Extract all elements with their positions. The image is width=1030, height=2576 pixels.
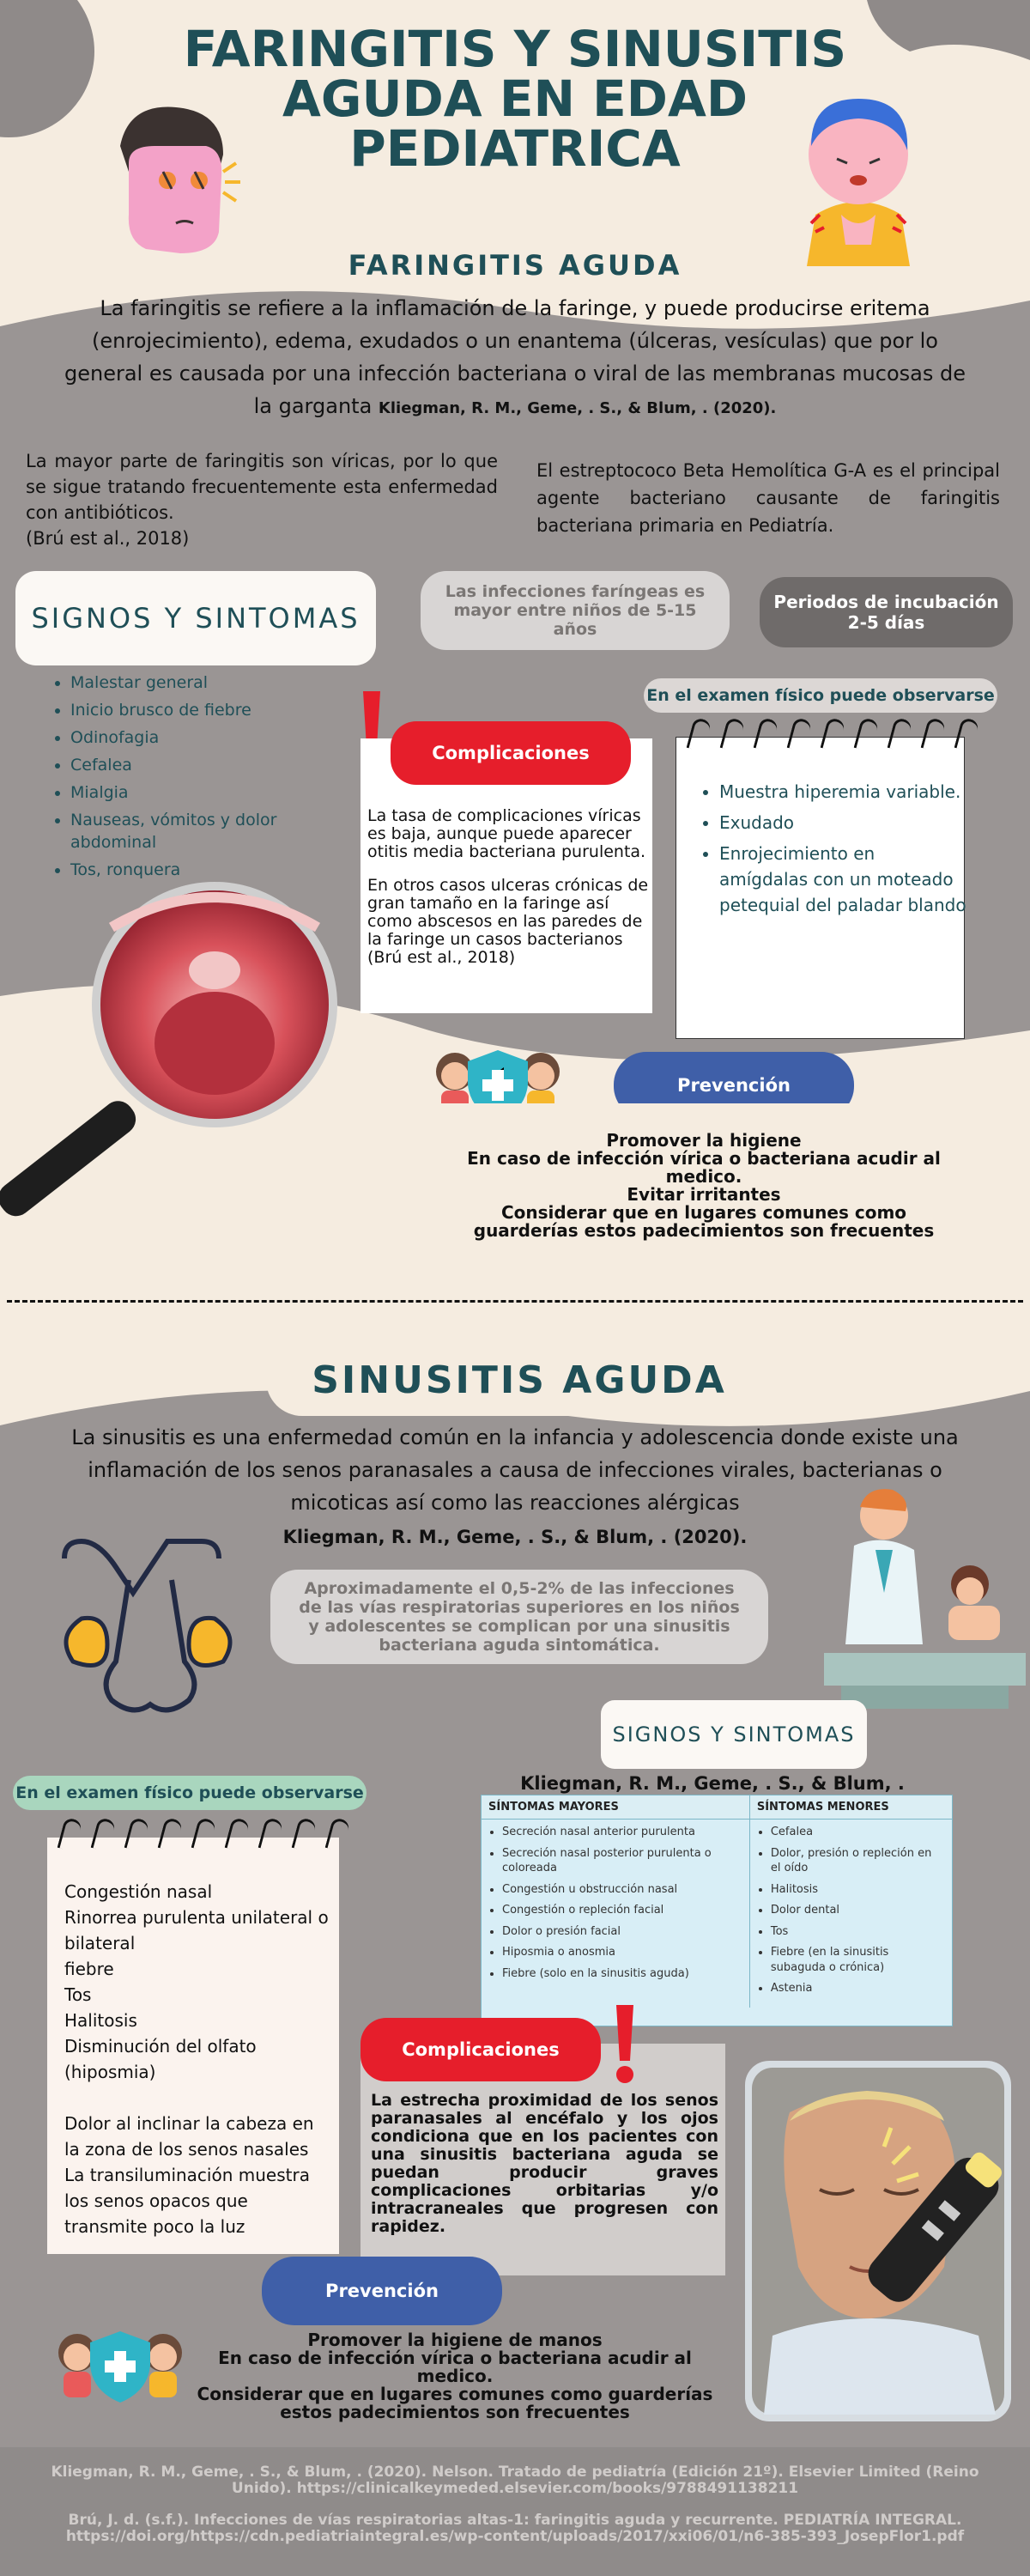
sinusitis-signos-heading xyxy=(601,1700,867,1769)
list-item: • Mialgia xyxy=(70,781,362,804)
table-list-item: • Hiposmia o anosmia xyxy=(502,1945,742,1960)
list-item: • Malestar general xyxy=(70,671,362,694)
title-line-2: AGUDA EN EDAD xyxy=(282,70,748,128)
minor-symptoms-header: SÍNTOMAS MENORES xyxy=(749,1795,952,1820)
sinus-pain-boy-illustration xyxy=(94,94,240,258)
age-range-pill xyxy=(421,571,730,650)
sinusitis-intro-text: La sinusitis es una enfermedad común en la infancia y adolescencia donde existe una inflamación de los senos paranasales a causa de infecciones virales, bacterianas o micoticas así como las reacciones alérgicas xyxy=(71,1425,959,1515)
faringitis-intro-text: La faringitis se refiere a la inflamación de la faringe, y puede producirse eritema (enrojecimiento), edema, exudados o un enantema (úlceras, vesículas) que por lo general es causada por una infección bacteriana o viral de las membranas mucosas de la garganta xyxy=(64,296,966,418)
faringitis-complicaciones-label: Complicaciones xyxy=(432,743,590,763)
prevencion-line: En caso de infección vírica o bacteriana acudir al medico. xyxy=(218,2348,692,2386)
examen-line: fiebre xyxy=(64,1959,114,1979)
faringitis-complicaciones-text xyxy=(367,807,649,967)
faringitis-examen-label-text: En el examen físico puede observarse xyxy=(646,686,995,705)
faringitis-complicaciones-badge xyxy=(391,721,631,785)
major-symptoms-header: SÍNTOMAS MAYORES xyxy=(482,1795,749,1820)
sinusitis-stat-text: Aproximadamente el 0,5-2% de las infecciones de las vías respiratorias superiores en los niños y adolescentes se complican por una sinusitis bacteriana aguda sintomática. xyxy=(299,1579,740,1655)
prevencion-line: En caso de infección vírica o bacteriana acudir al medico. xyxy=(467,1148,941,1187)
faringitis-bacterial-note: El estreptococo Beta Hemolítica G-A es el principal agente bacteriano causante de faringitis bacteriana primaria en Pediatría. xyxy=(536,460,1000,536)
sinusitis-signos-heading-text: SIGNOS Y SINTOMAS xyxy=(612,1722,856,1747)
sinusitis-examen-label-text: En el examen físico puede observarse xyxy=(15,1783,364,1802)
examen-line: Halitosis xyxy=(64,2010,137,2031)
table-list-item: • Tos xyxy=(771,1924,945,1940)
reference-item: Kliegman, R. M., Geme, . S., & Blum, . (2020). Nelson. Tratado de pediatría (Edición 21º). Elsevier Limited (Reino Unido). https://clinicalkeymeded.elsevier.com/books/9788491138211 xyxy=(51,2464,979,2497)
warning-exclamation-icon xyxy=(609,2001,640,2087)
references-text xyxy=(34,2464,996,2545)
list-item: • Nauseas, vómitos y dolor abdominal xyxy=(70,809,362,854)
list-item: • Enrojecimiento en amígdalas con un moteado petequial del paladar blando xyxy=(719,841,968,918)
notepad-spiral xyxy=(690,719,976,750)
examen-line: Tos xyxy=(64,1984,92,2005)
age-range-text: Las infecciones faríngeas es mayor entre niños de 5-15 años xyxy=(445,582,706,639)
prevencion-line: Promover la higiene xyxy=(606,1130,802,1151)
sinusitis-prevencion-badge xyxy=(262,2257,502,2325)
title-line-3: PEDIATRICA xyxy=(349,119,681,178)
table-list-item: • Dolor, presión o repleción en el oído xyxy=(771,1846,945,1876)
sinusitis-examen-label xyxy=(13,1776,367,1810)
list-item: • Cefalea xyxy=(70,754,362,776)
faringitis-signos-heading-text: SIGNOS Y SINTOMAS xyxy=(31,602,360,635)
sinusitis-complicaciones-text: La estrecha proximidad de los senos paranasales al encéfalo y los ojos condiciona que en los pacientes con una sinusitis bacteriana aguda se puedan producir graves complicaciones orbitarias y/o intracraneales que progresen con rapidez. xyxy=(371,2091,718,2236)
faringitis-intro-citation: Kliegman, R. M., Geme, . S., & Blum, . (2020). xyxy=(378,399,777,417)
examen-line: Dolor al inclinar la cabeza en la zona de los senos nasales xyxy=(64,2113,314,2160)
sinusitis-prevencion-text xyxy=(189,2331,721,2421)
faringitis-examen-notepad xyxy=(676,737,965,1039)
table-list-item: • Secreción nasal posterior purulenta o coloreada xyxy=(502,1846,742,1876)
faringitis-viral-text: La mayor parte de faringitis son víricas, por lo que se sigue tratando frecuentemente esta enfermedad con antibióticos. xyxy=(26,451,498,523)
major-symptoms-cell xyxy=(482,1820,749,2008)
throat-magnifier-illustration xyxy=(0,876,352,1236)
examen-line: Rinorrea purulenta unilateral o bilateral xyxy=(64,1907,329,1953)
faringitis-prevencion-label: Prevención xyxy=(677,1075,791,1096)
examen-line: Disminución del olfato (hiposmia) xyxy=(64,2036,257,2082)
prevencion-line: Evitar irritantes xyxy=(627,1184,781,1205)
sinusitis-stat-pill xyxy=(270,1570,768,1664)
title-line-1: FARINGITIS Y SINUSITIS xyxy=(183,20,847,78)
faringitis-examen-list xyxy=(700,779,968,923)
kids-shield-illustration xyxy=(52,2327,189,2404)
faringitis-symptom-list xyxy=(52,671,362,886)
section-divider xyxy=(7,1300,1023,1303)
nose-sinus-illustration xyxy=(47,1533,253,1730)
table-list-item: • Fiebre (solo en la sinusitis aguda) xyxy=(502,1966,742,1982)
sinusitis-examen-notepad xyxy=(47,1838,339,2254)
table-list-item: • Fiebre (en la sinusitis subaguda o crónica) xyxy=(771,1945,945,1975)
reference-item: Brú, J. d. (s.f.). Infecciones de vías respiratorias altas-1: faringitis aguda y recurrente. PEDIATRÍA INTEGRAL. https://doi.org/https://cdn.pediatriaintegral.es/wp-content/uploads/2017/xxi06/01/n6-385-393_JosepFlor1.pdf xyxy=(65,2512,965,2545)
incubation-pill xyxy=(760,577,1013,647)
sinusitis-signos-citation: Kliegman, R. M., Geme, . S., & Blum, . xyxy=(520,1773,905,1794)
list-item: • Inicio brusco de fiebre xyxy=(70,699,362,721)
prevencion-line: Promover la higiene de manos xyxy=(307,2330,603,2350)
sinusitis-complicaciones-badge xyxy=(360,2018,601,2081)
table-list-item: • Congestión o repleción facial xyxy=(502,1903,742,1918)
examen-line: Congestión nasal xyxy=(64,1881,213,1902)
minor-symptoms-cell xyxy=(749,1820,952,2008)
sinusitis-prevencion-label: Prevención xyxy=(325,2281,439,2301)
patient-transillumination-illustration xyxy=(738,2061,1026,2421)
faringitis-prevencion-text xyxy=(446,1132,961,1240)
incubation-text: Periodos de incubación 2-5 días xyxy=(773,592,999,633)
table-list-item: • Astenia xyxy=(771,1981,945,1996)
prevencion-line: Considerar que en lugares comunes como guarderías estos padecimientos son frecuentes xyxy=(197,2384,713,2422)
sinusitis-heading-text: SINUSITIS AGUDA xyxy=(312,1358,727,1402)
sinusitis-heading xyxy=(266,1344,772,1416)
table-list-item: • Halitosis xyxy=(771,1882,945,1898)
list-item: • Tos, ronquera xyxy=(70,859,362,881)
sore-throat-girl-illustration xyxy=(794,86,923,266)
sinusitis-symptoms-table xyxy=(481,1795,953,2026)
table-list-item: • Cefalea xyxy=(771,1825,945,1840)
list-item: • Odinofagia xyxy=(70,726,362,749)
table-list-item: • Dolor o presión facial xyxy=(502,1924,742,1940)
faringitis-viral-note xyxy=(26,448,498,551)
table-list-item: • Secreción nasal anterior purulenta xyxy=(502,1825,742,1840)
faringitis-examen-label xyxy=(644,678,997,713)
list-item: • Exudado xyxy=(719,810,968,835)
prevencion-line: Considerar que en lugares comunes como guarderías estos padecimientos son frecuentes xyxy=(473,1202,935,1241)
list-item: • Muestra hiperemia variable. xyxy=(719,779,968,805)
complicaciones-paragraph-2: En otros casos ulceras crónicas de gran tamaño en la faringe así como abscesos en las paredes de la faringe un casos bacterianos (Brú est al., 2018) xyxy=(367,876,649,967)
examen-line: La transiluminación muestra los senos opacos que transmite poco la luz xyxy=(64,2165,310,2237)
faringitis-heading: FARINGITIS AGUDA xyxy=(348,249,682,282)
sinusitis-examen-lines xyxy=(64,1879,332,2239)
faringitis-intro xyxy=(60,292,970,425)
faringitis-signos-heading xyxy=(15,571,376,665)
faringitis-viral-citation: (Brú est al., 2018) xyxy=(26,528,190,549)
examen-line xyxy=(64,2085,332,2111)
notepad-spiral xyxy=(61,1819,347,1850)
complicaciones-paragraph-1: La tasa de complicaciones víricas es baja, aunque puede aparecer otitis media bacteriana purulenta. xyxy=(367,806,646,861)
table-list-item: • Dolor dental xyxy=(771,1903,945,1918)
page-title xyxy=(172,20,858,178)
table-list-item: • Congestión u obstrucción nasal xyxy=(502,1882,742,1898)
sinusitis-complicaciones-label: Complicaciones xyxy=(402,2039,560,2060)
doctor-child-illustration xyxy=(824,1481,1026,1709)
sinusitis-intro-citation: Kliegman, R. M., Geme, . S., & Blum, . (2020). xyxy=(282,1527,748,1547)
